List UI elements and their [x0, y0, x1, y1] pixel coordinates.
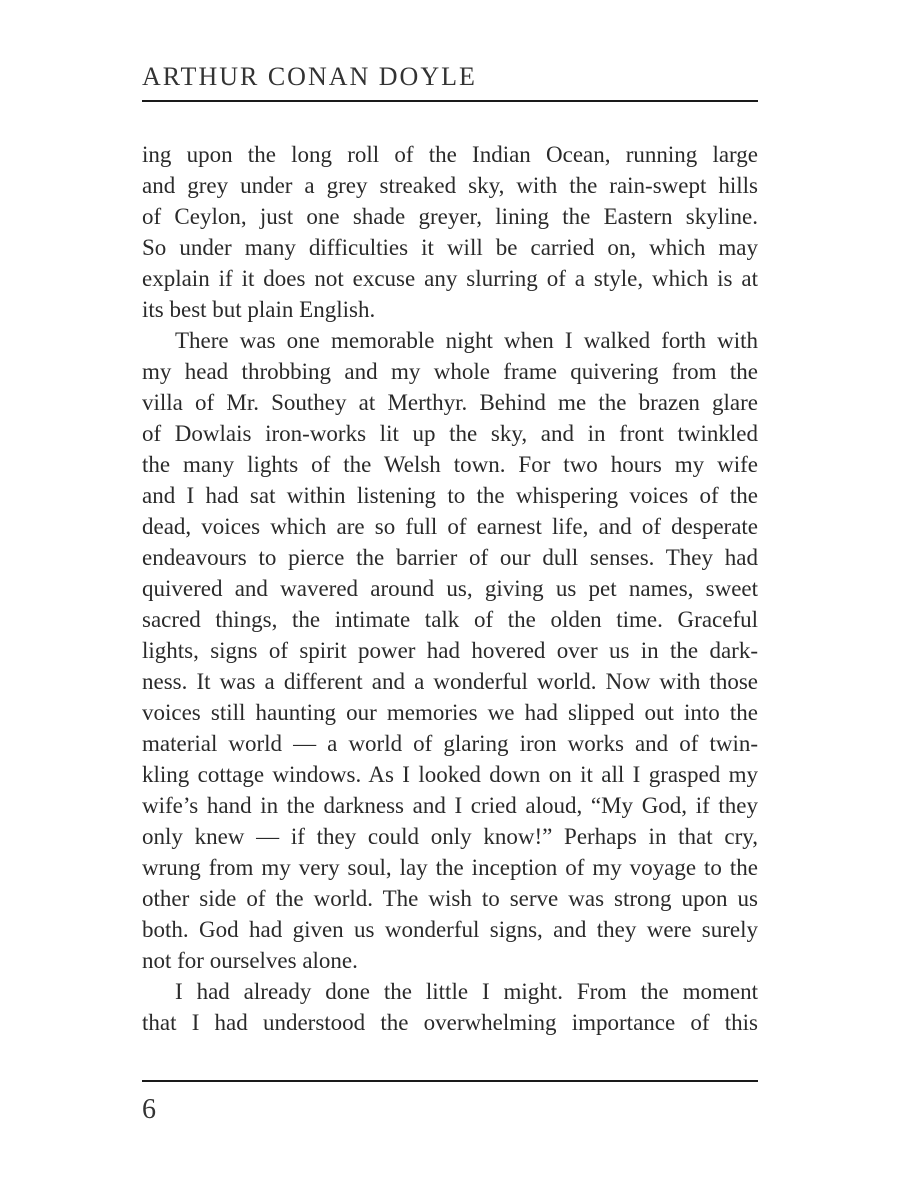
text-line: sacred things, the intimate talk of the olden time. Graceful [142, 607, 758, 632]
text-line: explain if it does not excuse any slurring of a style, which is at [142, 266, 758, 291]
text-line: wrung from my very soul, lay the inception of my voyage to the [142, 855, 758, 880]
text-line: the many lights of the Welsh town. For two hours my wife [142, 452, 758, 477]
text-line: my head throbbing and my whole frame quivering from the [142, 359, 758, 384]
text-line: that I had understood the overwhelming importance of this [142, 1010, 758, 1035]
text-line: voices still haunting our memories we had slipped out into the [142, 700, 758, 725]
text-line: other side of the world. The wish to serve was strong upon us [142, 886, 758, 911]
text-line: So under many difficulties it will be carried on, which may [142, 235, 758, 260]
text-line: There was one memorable night when I walked forth with [175, 328, 758, 353]
text-line: not for ourselves alone. [142, 948, 358, 973]
body-text [142, 139, 758, 1038]
text-line: kling cottage windows. As I looked down on it all I grasped my [142, 762, 758, 787]
text-line: both. God had given us wonderful signs, and they were surely [142, 917, 758, 942]
text-line: lights, signs of spirit power had hovered over us in the dark- [142, 638, 758, 663]
text-line: dead, voices which are so full of earnest life, and of desperate [142, 514, 758, 539]
text-line: wife’s hand in the darkness and I cried aloud, “My God, if they [142, 793, 758, 818]
footer-rule [142, 1080, 758, 1082]
text-line: quivered and wavered around us, giving us pet names, sweet [142, 576, 758, 601]
text-line: I had already done the little I might. From the moment [175, 979, 758, 1004]
text-line: of Dowlais iron-works lit up the sky, and in front twinkled [142, 421, 758, 446]
text-line: ing upon the long roll of the Indian Ocean, running large [142, 142, 758, 167]
text-line: ness. It was a different and a wonderful world. Now with those [142, 669, 758, 694]
text-line: and I had sat within listening to the whispering voices of the [142, 483, 758, 508]
page-number: 6 [142, 1094, 156, 1125]
header-rule [142, 100, 758, 102]
text-line: endeavours to pierce the barrier of our dull senses. They had [142, 545, 758, 570]
text-line: and grey under a grey streaked sky, with the rain-swept hills [142, 173, 758, 198]
text-line: of Ceylon, just one shade greyer, lining the Eastern skyline. [142, 204, 758, 229]
running-head-title: ARTHUR CONAN DOYLE [142, 62, 477, 91]
text-line: its best but plain English. [142, 297, 376, 322]
text-line: villa of Mr. Southey at Merthyr. Behind me the brazen glare [142, 390, 758, 415]
text-line: only knew — if they could only know!” Perhaps in that cry, [142, 824, 758, 849]
text-line: material world — a world of glaring iron works and of twin- [142, 731, 758, 756]
